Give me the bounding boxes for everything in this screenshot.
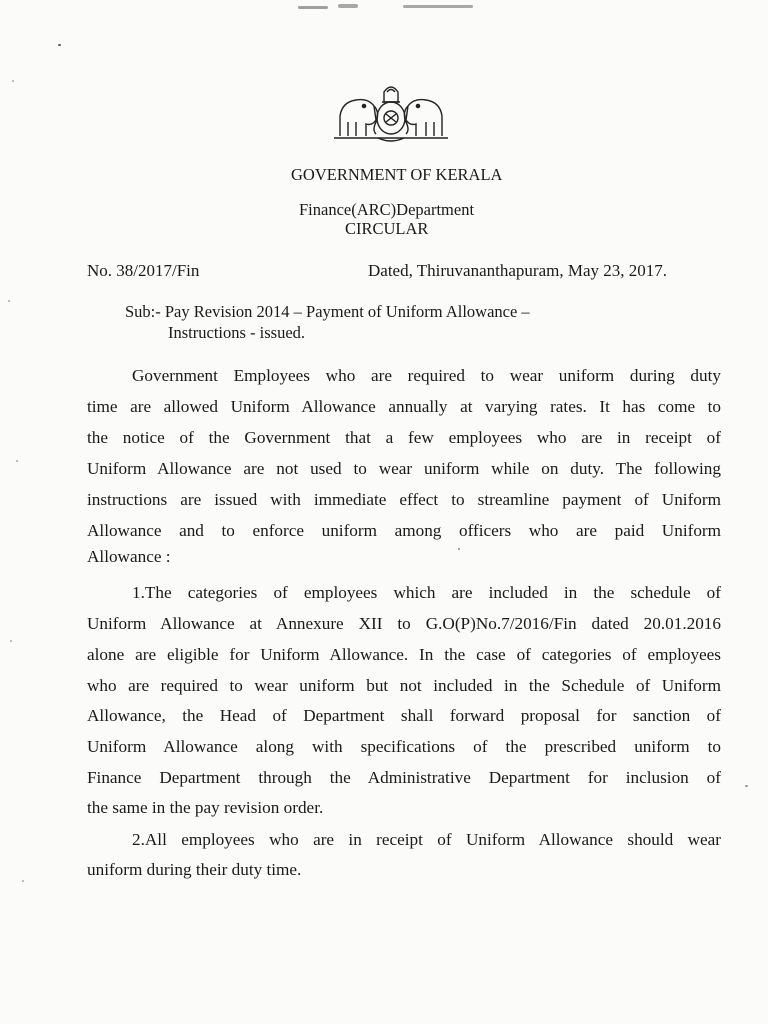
scan-mark xyxy=(16,460,18,462)
paragraph-line: alone are eligible for Uniform Allowance. In the case of categories of employees xyxy=(87,645,721,664)
subject-line: Instructions - issued. xyxy=(168,323,306,342)
circular-date: Dated, Thiruvananthapuram, May 23, 2017. xyxy=(368,261,668,280)
paragraph-line: the notice of the Government that a few employees who are in receipt of xyxy=(87,428,721,447)
paragraph-line: Finance Department through the Administrative Department for inclusion of xyxy=(87,768,721,787)
paragraph-line: the same in the pay revision order. xyxy=(87,798,324,817)
paragraph-line: 1.The categories of employees which are included in the schedule of xyxy=(132,583,721,602)
paragraph-line: 2.All employees who are in receipt of Uniform Allowance should wear xyxy=(132,830,721,849)
paragraph-line: who are required to wear uniform but not included in the Schedule of Uniform xyxy=(87,676,721,695)
paragraph-line: Government Employees who are required to wear uniform during duty xyxy=(132,366,721,385)
scan-mark xyxy=(403,5,473,8)
subject-line: Sub:- Pay Revision 2014 – Payment of Uniform Allowance – xyxy=(125,302,530,321)
circular-label: CIRCULAR xyxy=(345,219,429,238)
scan-mark xyxy=(745,785,748,787)
paragraph-line: Uniform Allowance at Annexure XII to G.O(P)No.7/2016/Fin dated 20.01.2016 xyxy=(87,614,721,633)
paragraph-line: Allowance, the Head of Department shall forward proposal for sanction of xyxy=(87,706,721,725)
department-name: Finance(ARC)Department xyxy=(299,200,475,219)
paragraph-line: Uniform Allowance are not used to wear uniform while on duty. The following xyxy=(87,459,721,478)
paragraph-line: Allowance : xyxy=(87,547,171,566)
kerala-state-emblem-icon xyxy=(326,76,456,146)
scan-mark xyxy=(58,44,61,46)
scan-mark xyxy=(298,6,328,9)
scan-mark xyxy=(8,300,10,302)
scan-mark xyxy=(338,4,358,8)
paragraph-line: Uniform Allowance along with specifications of the prescribed uniform to xyxy=(87,737,721,756)
paragraph-line: time are allowed Uniform Allowance annually at varying rates. It has come to xyxy=(87,397,721,416)
scan-mark xyxy=(22,880,24,882)
paragraph-line: uniform during their duty time. xyxy=(87,860,302,879)
scan-mark xyxy=(10,640,12,642)
government-title: GOVERNMENT OF KERALA xyxy=(291,165,503,184)
circular-number: No. 38/2017/Fin xyxy=(87,261,200,280)
paragraph-line: Allowance and to enforce uniform among officers who are paid Uniform xyxy=(87,521,721,540)
paragraph-line: instructions are issued with immediate effect to streamline payment of Uniform xyxy=(87,490,721,509)
scan-mark xyxy=(12,80,14,82)
